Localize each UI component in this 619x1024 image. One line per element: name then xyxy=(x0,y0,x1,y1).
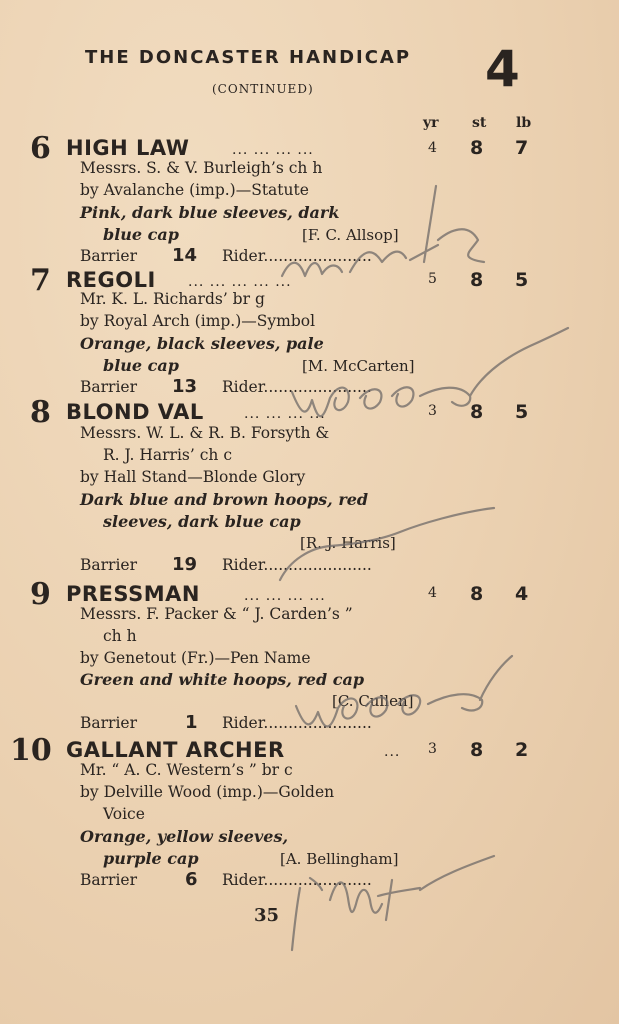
weight-st: 8 xyxy=(470,583,484,605)
entry-number: 9 xyxy=(30,577,51,612)
horse-age: 4 xyxy=(428,585,437,601)
trainer: [M. McCarten] xyxy=(302,357,415,375)
barrier-label: Barrier xyxy=(80,378,137,396)
horse-name: BLOND VAL xyxy=(66,400,204,424)
continued-label: (CONTINUED) xyxy=(212,82,314,96)
leader-dots: ... ... ... ... ... xyxy=(188,274,292,290)
handwriting-stroke xyxy=(292,878,322,950)
trainer: [C. Cullen] xyxy=(332,692,414,710)
horse-name: REGOLI xyxy=(66,268,156,292)
owner-line: Mr. “ A. C. Western’s ” br c xyxy=(80,761,293,779)
horse-age: 3 xyxy=(428,403,437,419)
racing-colors: Pink, dark blue sleeves, dark xyxy=(80,203,340,222)
page-footer-number: 35 xyxy=(254,905,280,926)
entry-number: 8 xyxy=(30,395,51,430)
col-lb-header: lb xyxy=(516,115,532,131)
weight-st: 8 xyxy=(470,269,484,291)
owner-line-cont: ch h xyxy=(103,627,137,645)
horse-name: HIGH LAW xyxy=(66,136,190,160)
breeding-line-cont: Voice xyxy=(103,805,145,823)
weight-lb: 5 xyxy=(515,401,529,423)
col-st-header: st xyxy=(472,115,487,131)
weight-lb: 2 xyxy=(515,739,529,761)
barrier-number: 1 xyxy=(185,712,198,733)
handwriting-stroke xyxy=(280,508,494,580)
owner-line: Mr. K. L. Richards’ br g xyxy=(80,290,265,308)
col-yr-header: yr xyxy=(423,115,439,131)
handwriting-stroke xyxy=(428,656,512,710)
handwriting-stroke xyxy=(420,328,568,406)
barrier-label: Barrier xyxy=(80,556,137,574)
weight-lb: 5 xyxy=(515,269,529,291)
entry-number: 10 xyxy=(10,733,52,768)
trainer: [F. C. Allsop] xyxy=(302,226,399,244)
breeding-line: by Genetout (Fr.)—Pen Name xyxy=(80,649,311,667)
handwriting-stroke xyxy=(410,186,484,262)
owner-line: Messrs. S. & V. Burleigh’s ch h xyxy=(80,159,323,177)
rider-line: Rider...................... xyxy=(222,714,372,732)
breeding-line: by Royal Arch (imp.)—Symbol xyxy=(80,312,316,330)
racing-colors-cont: sleeves, dark blue cap xyxy=(103,512,301,531)
barrier-number: 13 xyxy=(172,376,198,397)
racing-colors-cont: purple cap xyxy=(103,849,199,868)
horse-age: 5 xyxy=(428,271,437,287)
horse-name: GALLANT ARCHER xyxy=(66,738,285,762)
race-number: 4 xyxy=(485,40,520,98)
weight-lb: 4 xyxy=(515,583,529,605)
entry-number: 7 xyxy=(30,263,51,298)
breeding-line: by Hall Stand—Blonde Glory xyxy=(80,468,306,486)
handwriting-stroke xyxy=(366,695,420,716)
owner-line-cont: R. J. Harris’ ch c xyxy=(103,446,233,464)
horse-age: 3 xyxy=(428,741,437,757)
rider-line: Rider...................... xyxy=(222,871,372,889)
entry-number: 6 xyxy=(30,131,51,166)
race-title: THE DONCASTER HANDICAP xyxy=(85,47,412,68)
weight-st: 8 xyxy=(470,401,484,423)
handwriting-stroke xyxy=(360,387,413,408)
breeding-line: by Delville Wood (imp.)—Golden xyxy=(80,783,335,801)
rider-line: Rider...................... xyxy=(222,247,372,265)
handwriting-stroke xyxy=(296,698,357,726)
racing-colors-cont: blue cap xyxy=(103,356,179,375)
handwriting-stroke xyxy=(292,388,349,417)
racing-colors: Dark blue and brown hoops, red xyxy=(80,490,369,509)
leader-dots: ... xyxy=(384,744,401,760)
owner-line: Messrs. W. L. & R. B. Forsyth & xyxy=(80,424,330,442)
barrier-number: 14 xyxy=(172,245,198,266)
rider-line: Rider...................... xyxy=(222,378,372,396)
handwriting-stroke xyxy=(330,882,382,912)
racing-colors-cont: blue cap xyxy=(103,225,179,244)
barrier-label: Barrier xyxy=(80,714,137,732)
barrier-label: Barrier xyxy=(80,247,137,265)
leader-dots: ... ... ... ... xyxy=(244,588,326,604)
barrier-label: Barrier xyxy=(80,871,137,889)
trainer: [A. Bellingham] xyxy=(280,850,399,868)
leader-dots: ... ... ... ... xyxy=(232,142,314,158)
racing-colors: Orange, black sleeves, pale xyxy=(80,334,324,353)
horse-age: 4 xyxy=(428,140,437,156)
handwriting-stroke xyxy=(282,263,342,276)
breeding-line: by Avalanche (imp.)—Statute xyxy=(80,181,309,199)
barrier-number: 6 xyxy=(185,869,198,890)
trainer: [R. J. Harris] xyxy=(300,534,396,552)
handwriting-stroke xyxy=(378,856,494,920)
weight-st: 8 xyxy=(470,137,484,159)
owner-line: Messrs. F. Packer & “ J. Carden’s ” xyxy=(80,605,353,623)
handwriting-stroke xyxy=(350,252,406,272)
racing-colors: Green and white hoops, red cap xyxy=(80,670,365,689)
barrier-number: 19 xyxy=(172,554,198,575)
rider-line: Rider...................... xyxy=(222,556,372,574)
horse-name: PRESSMAN xyxy=(66,582,200,606)
racing-colors: Orange, yellow sleeves, xyxy=(80,827,289,846)
leader-dots: ... ... ... ... xyxy=(244,406,326,422)
weight-st: 8 xyxy=(470,739,484,761)
weight-lb: 7 xyxy=(515,137,529,159)
